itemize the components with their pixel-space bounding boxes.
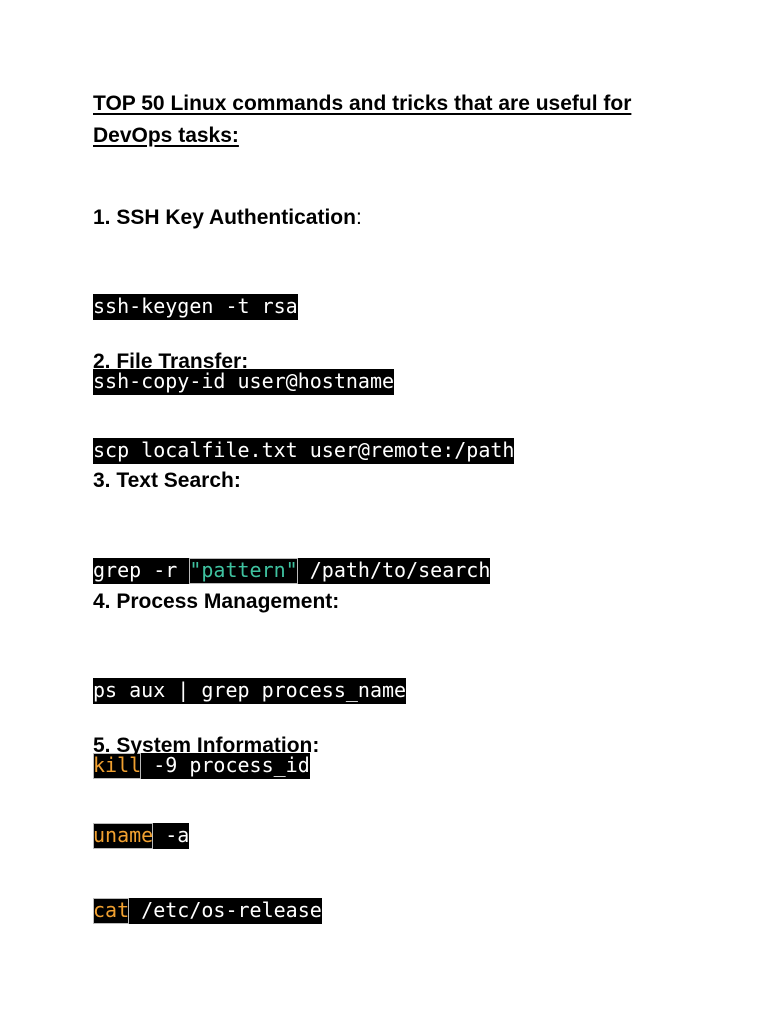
code-function-keyword: uname [93, 823, 154, 847]
code-command: ssh-copy-id user@hostname [93, 369, 395, 393]
code-string-literal: "pattern" [189, 558, 298, 582]
code-argument: -9 process_id [141, 753, 310, 777]
code-argument: /path/to/search [297, 558, 491, 582]
code-line [93, 294, 394, 319]
section-heading-system-information: 5. System Information: [93, 734, 320, 757]
code-command: grep -r [93, 558, 190, 582]
code-line [93, 678, 406, 703]
code-line [93, 438, 514, 463]
document-title: TOP 50 Linux commands and tricks that are useful for DevOps tasks: [93, 92, 632, 147]
code-line [93, 823, 322, 848]
code-line [93, 558, 490, 583]
code-function-keyword: kill [93, 753, 142, 777]
code-command: ps aux | grep process_name [93, 678, 407, 702]
code-command: scp localfile.txt user@remote:/path [93, 438, 515, 462]
code-argument: -a [153, 823, 190, 847]
section-heading-process-management: 4. Process Management: [93, 590, 340, 613]
code-argument: /etc/os-release [129, 898, 322, 922]
code-line [93, 898, 322, 923]
code-function-keyword: cat [93, 898, 130, 922]
section-heading-colon: : [355, 206, 362, 229]
code-block-system-information [93, 773, 322, 973]
section-heading-text-search: 3. Text Search: [93, 469, 241, 492]
section-heading-ssh-key-authentication [93, 204, 362, 232]
section-heading-file-transfer: 2. File Transfer: [93, 350, 249, 373]
code-command: ssh-keygen -t rsa [93, 294, 298, 318]
section-heading-text: 1. SSH Key Authentication [93, 206, 356, 229]
